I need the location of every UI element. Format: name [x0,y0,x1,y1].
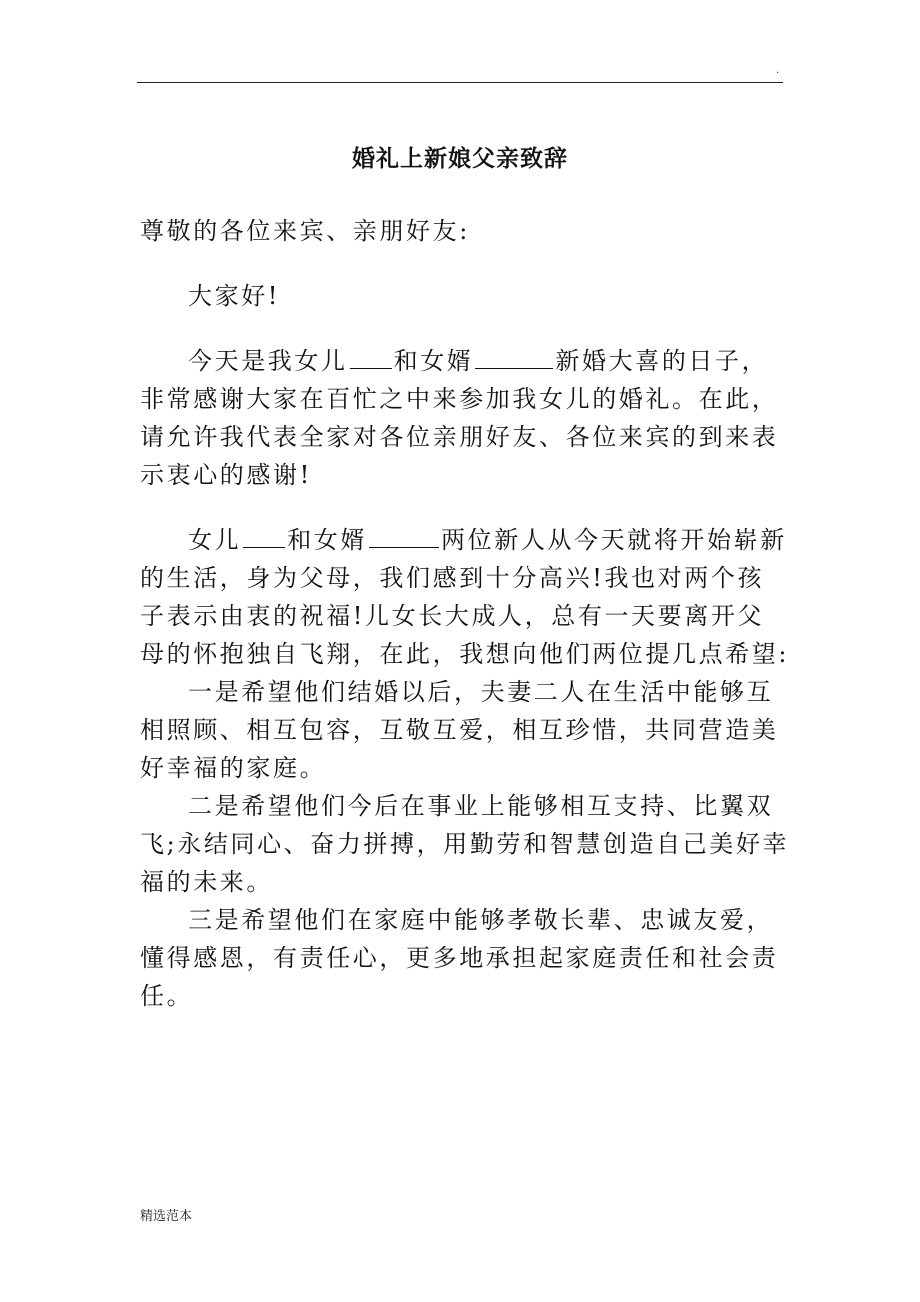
paragraph-thanks [140,342,790,494]
speech-body [140,212,790,1015]
hope-item: 一是希望他们结婚以后，夫妻二人在生活中能够互相照顾、相互包容，互敬互爱，相互珍惜，共同营造美好幸福的家庭。 [140,678,779,782]
salutation: 尊敬的各位来宾、亲朋好友: [140,217,470,245]
document-title: 婚礼上新娘父亲致辞 [352,146,568,172]
paragraph-blessing [140,521,790,673]
paragraph-thanks-part-a: 今天是我女儿 [188,347,348,375]
groom-name-blank [475,348,553,369]
paragraph-blessing-part-c: 两位新人从今天就将开始崭新的生活，身为父母，我们感到十分高兴!我也对两个孩子表示由衷的祝福!儿女长大成人，总有一天要离开父母的怀抱独自飞翔，在此，我想向他们两位提几点希望: [140,526,790,668]
bride-name-blank-2 [243,527,285,548]
paragraph-thanks-part-b: 和女婿 [393,347,474,375]
paragraph-thanks-part-c: 新婚大喜的日子，非常感谢大家在百忙之中来参加我女儿的婚礼。在此，请允许我代表全家对各位亲朋好友、各位来宾的到来表示衷心的感谢! [140,347,779,489]
hope-item: 二是希望他们今后在事业上能够相互支持、比翼双飞;永结同心、奋力拼搏，用勤劳和智慧创造自己美好幸福的未来。 [140,792,790,896]
hope-item: 三是希望他们在家庭中能够孝敬长辈、忠诚友爱，懂得感恩，有责任心，更多地承担起家庭责任和社会责任。 [140,906,779,1010]
header-rule [137,82,783,83]
greeting: 大家好! [188,282,281,310]
paragraph-blessing-part-a: 女儿 [188,526,242,554]
paragraph-blessing-part-b: 和女婿 [287,526,368,554]
footer-label: 精选范本 [140,1209,193,1224]
header-dot: . [776,65,780,76]
groom-name-blank-2 [369,527,439,548]
bride-name-blank [350,348,392,369]
